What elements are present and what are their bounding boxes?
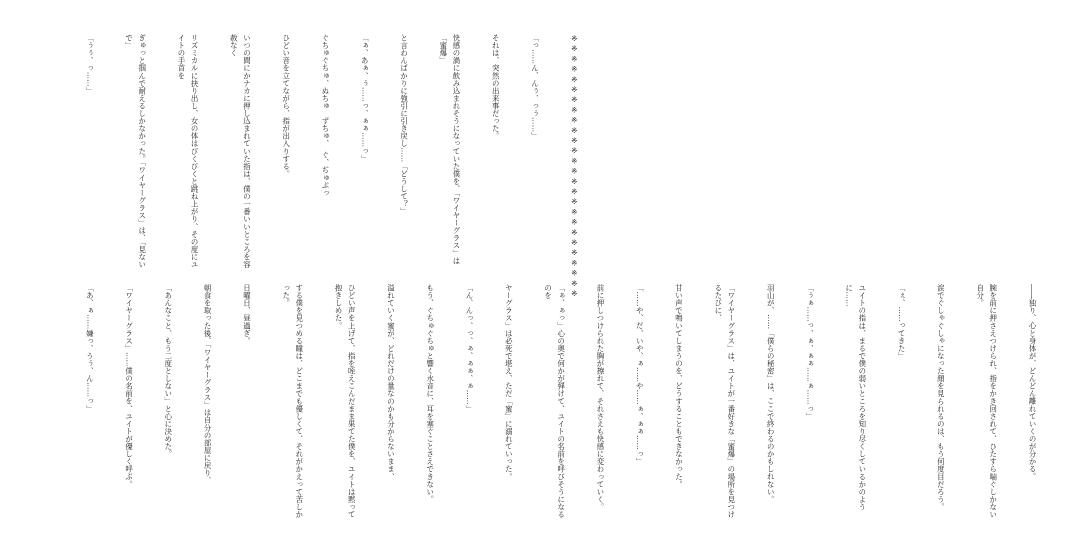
text-line: 「ぁ、ぁっ」心の奥で何かが弾けて、ユイトの名前を呼びそうになるのを (543, 284, 566, 519)
text-line: 日曜日、昼過ぎ。 (242, 284, 252, 345)
scene-divider: ※※※※※※※※※※※※※※※※※※※※※※※※※※ (569, 34, 579, 300)
text-line: 朝食を取った後、「ワイヤーグラス」は自分の部屋に戻り、 (203, 284, 213, 485)
text-line: と言わんばかりに強引に引き戻し……「どうして？」 (399, 34, 409, 216)
text-line: それは、突然の出来事だった。 (491, 34, 501, 140)
text-line: 「ぇ、……ってきた」 (897, 284, 907, 360)
text-line: 「ん、んっ、っ、ぁ、ぁぁ、ぁ……」 (465, 284, 474, 413)
text-line: いつの間にかナカに押し込まれていた指は、僕の一番いいところを容赦なく (229, 34, 252, 269)
text-line: 「ぅぅ、っ……」 (85, 34, 95, 95)
text-line: 羽山が、……「僕らの秘密」は、ここで終わるのかもしれない。 (766, 284, 776, 503)
text-line: もう、ぐちゅぐちゅと響く水音に、耳を塞ぐことさえできない。 (425, 284, 435, 503)
text-line: 「ぅぁ……っ、ぁ、ぁぁ……ぁ……っ」 (805, 284, 815, 420)
text-line: ――独り、心と身体が、どんどん離れていくのが分かる。 (1028, 284, 1038, 481)
text-line: 「ワイヤーグラス」……僕の名前を、ユイトが優しく呼ぶ。 (124, 284, 134, 488)
text-line: 「っ……ん、んぅ、っぅ……」 (530, 34, 540, 140)
text-line: 快感の渦に飲み込まれそうになっていた僕を、「ワイヤーグラス」は「蜜爆」 (438, 34, 461, 265)
text-line: 溢れていく蜜が、どれだけの量なのかも分からないまま、 (386, 284, 396, 481)
upper-vertical-text (57, 34, 607, 300)
text-line: ヤーグラス」は必死で堪え、ただ「蜜」に溺れていった。 (504, 284, 514, 481)
text-line: 「ぁ、あぁ、ぅ……っ、ぁぁ……っ」 (360, 34, 370, 163)
text-line: する僕を見つめる瞳は、どこまでも優しくて、それがかえって苦しかった。 (281, 284, 304, 519)
text-line: 前に押しつけられた胸が擦れて、それさえも快感に変わっていく。 (595, 284, 605, 511)
lower-text-block (57, 284, 1038, 524)
text-line: リズミカルに抉り出し、女の体はびくびくと跳ね上がり、その度にユイトの手首を (176, 34, 200, 269)
text-line: ぎゅっと掴んで耐えるしかなかった。「ワイヤーグラス」は、「見ないで」 (124, 34, 147, 269)
text-line: ぐちゅぐちゅ、ぬちゅ ずちゅ、 ぐ、ぢゅぷっ (320, 34, 330, 197)
upper-text-block (57, 34, 579, 300)
lower-vertical-text (57, 284, 1065, 524)
text-line: ひどい声を上げて、指を咥えこんだまま果てた僕を、ユイトは黙って抱きしめた。 (334, 284, 357, 519)
text-line: 「ワイヤーグラス」は、ユイトが一番好きな「蜜爆」の場所を見つけるたびに、 (713, 284, 736, 519)
text-line: 「あんなこと、もう二度としない」と心に決めた。 (163, 284, 173, 458)
text-line: ユイトの指は、まるで僕の弱いところを知り尽くしているかのように…… (844, 284, 867, 511)
text-area (57, 34, 1038, 524)
text-line: 甘い声で鳴いてしまうのを、どうすることもできなかった。 (674, 284, 684, 488)
text-line: 腕を前に押さえつけられ、指をかき回されて、ひたすら喘ぐしかない自分。 (975, 284, 998, 519)
text-line: 「……や、だ、いや、ぁ……や……ぁ、ぁぁ……っ」 (635, 284, 645, 466)
text-line: 「あ、ぁ……嫌っ、うぅ、ん……っ」 (85, 284, 95, 413)
text-line: ひどい音を立てながら、指が出入りする。 (281, 34, 291, 178)
text-line: 涙でぐしゃぐしゃになった顔を見られるのは、もう何度目だろう。 (936, 284, 946, 511)
